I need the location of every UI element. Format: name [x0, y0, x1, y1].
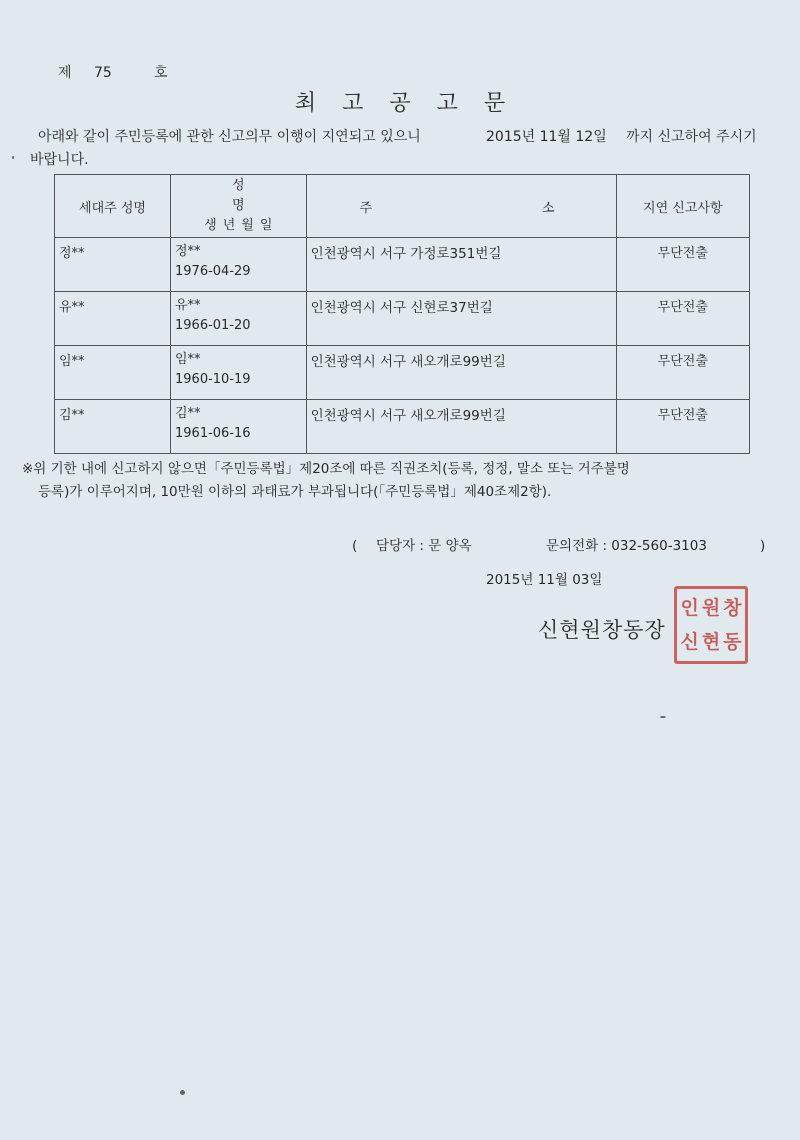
- legal-note-line2: 등록)가 이루어지며, 10만원 이하의 과태료가 부과됩니다(「주민등록법」제40조제2항).: [38, 484, 552, 500]
- cell-address: 인천광역시 서구 새오개로99번길: [306, 400, 616, 454]
- cell-birthdate: 1976-04-29: [175, 264, 251, 279]
- issue-date: 2015년 11월 03일: [486, 572, 603, 588]
- cell-status: 무단전출: [616, 400, 749, 454]
- cell-head: 임**: [55, 346, 171, 400]
- table-row: [55, 346, 750, 400]
- cell-address: 인천광역시 서구 새오개로99번길: [306, 346, 616, 400]
- seal-char: 동: [723, 630, 742, 653]
- official-seal-stamp: [674, 586, 748, 664]
- header-status: 지연 신고사항: [616, 175, 749, 238]
- issuer-name: 신현원창동장: [538, 618, 666, 642]
- cell-name-birth: [171, 346, 307, 400]
- contact-phone: 문의전화 : 032-560-3103: [546, 538, 707, 554]
- header-address-left: 주: [359, 200, 373, 216]
- header-birthdate: 생년월일: [204, 218, 279, 233]
- cell-name-birth: [171, 292, 307, 346]
- cell-birthdate: 1960-10-19: [175, 372, 251, 387]
- contact-info: [352, 534, 765, 554]
- intro-text-line2: 바랍니다.: [30, 152, 89, 168]
- seal-char: 신: [680, 630, 699, 653]
- cell-address: 인천광역시 서구 가정로351번길: [306, 238, 616, 292]
- cell-name: 임**: [175, 352, 201, 367]
- notice-number-prefix: 제: [58, 65, 72, 81]
- intro-text-tail: 까지 신고하여 주시기: [626, 129, 757, 145]
- cell-status: 무단전출: [616, 292, 749, 346]
- seal-char: 창: [723, 596, 742, 619]
- table-row: [55, 292, 750, 346]
- cell-head: 김**: [55, 400, 171, 454]
- cell-name: 정**: [175, 244, 201, 259]
- notice-number-value: 75: [94, 65, 112, 81]
- intro-text-line1: 아래와 같이 주민등록에 관한 신고의무 이행이 지연되고 있으니: [38, 129, 421, 145]
- contact-paren-open: (: [352, 538, 358, 554]
- cell-status: 무단전출: [616, 238, 749, 292]
- cell-name-birth: [171, 238, 307, 292]
- contact-manager: 담당자 : 문 양옥: [376, 538, 472, 554]
- header-address-right: 소: [542, 200, 555, 216]
- table-row: [55, 238, 750, 292]
- header-address: [306, 175, 616, 238]
- legal-note-line1: ※위 기한 내에 신고하지 않으면「주민등록법」제20조에 따른 직권조치(등록, 정정, 말소 또는 거주불명: [22, 461, 630, 477]
- cell-head: 정**: [55, 238, 171, 292]
- header-head-of-household: 세대주 성명: [55, 175, 171, 238]
- paper-speck: [660, 716, 666, 718]
- header-name: 성명: [232, 178, 305, 213]
- cell-status: 무단전출: [616, 346, 749, 400]
- cell-name-birth: [171, 400, 307, 454]
- delinquency-table: [54, 174, 750, 454]
- cell-name: 김**: [175, 406, 201, 421]
- cell-name: 유**: [175, 298, 201, 313]
- table-header-row: [55, 175, 750, 238]
- notice-number-suffix: 호: [154, 65, 168, 81]
- seal-char: 현: [701, 630, 721, 653]
- page-title: 최고공고문: [294, 91, 532, 116]
- contact-paren-close: ): [760, 538, 766, 554]
- seal-char: 인: [680, 596, 699, 619]
- cell-address: 인천광역시 서구 신현로37번길: [306, 292, 616, 346]
- paper-speck: [180, 1090, 185, 1095]
- deadline-date: 2015년 11월 12일: [486, 129, 607, 145]
- cell-birthdate: 1966-01-20: [175, 318, 251, 333]
- cell-birthdate: 1961-06-16: [175, 426, 251, 441]
- table-row: [55, 400, 750, 454]
- paper-speck: [12, 156, 14, 159]
- header-name-birth: [171, 175, 307, 238]
- seal-char: 원: [701, 596, 721, 619]
- cell-head: 유**: [55, 292, 171, 346]
- notice-number: [58, 62, 168, 82]
